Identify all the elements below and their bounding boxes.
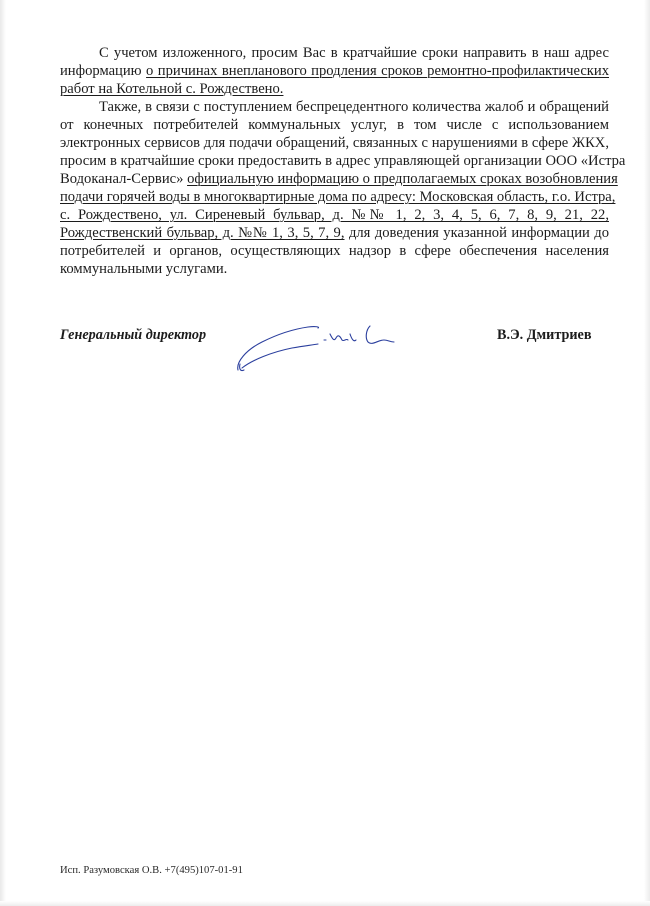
paragraph-line: Также, в связи с поступлением беспрецедентного количества жалоб и обращений xyxy=(99,99,609,115)
page-edge-bottom xyxy=(0,901,650,906)
underlined-text: официальную информацию о предполагаемых сроках возобновления xyxy=(187,171,618,187)
signatory-name: В.Э. Дмитриев xyxy=(497,327,592,343)
paragraph-line xyxy=(60,62,609,80)
executor-contact: Исп. Разумовская О.В. +7(495)107-01-91 xyxy=(60,865,243,876)
underlined-text: Рождественский бульвар, д. №№ 1, 3, 5, 7, 9, xyxy=(60,225,345,241)
page-edge-left xyxy=(0,0,6,906)
handwritten-signature-image xyxy=(232,318,402,380)
text-segment: Водоканал-Сервис» xyxy=(60,171,184,187)
signatory-title: Генеральный директор xyxy=(60,327,207,343)
paragraph-line: потребителей и органов, осуществляющих надзор в сфере обеспечения населения xyxy=(60,243,609,259)
page-edge-right xyxy=(644,0,650,906)
paragraph-line: с. Рождествено, ул. Сиреневый бульвар, д. №№ 1, 2, 3, 4, 5, 6, 7, 8, 9, 21, 22, xyxy=(60,207,609,223)
paragraph-line: подачи горячей воды в многоквартирные дома по адресу: Московская область, г.о. Истра, xyxy=(60,189,616,205)
paragraph-line: от конечных потребителей коммунальных услуг, в том числе с использованием xyxy=(60,117,609,133)
paragraph-line: просим в кратчайшие сроки предоставить в адрес управляющей организации ООО «Истра xyxy=(60,153,626,169)
paragraph-line xyxy=(60,170,618,188)
paragraph-line: С учетом изложенного, просим Вас в кратчайшие сроки направить в наш адрес xyxy=(99,45,609,61)
paragraph-line: электронных сервисов для подачи обращений, связанных с нарушениями в сфере ЖКХ, xyxy=(60,135,609,151)
paragraph-request-information xyxy=(60,44,609,98)
underlined-text: о причинах внепланового продления сроков ремонтно-профилактических xyxy=(146,63,609,79)
paragraph-line: коммунальными услугами. xyxy=(60,261,228,277)
paragraph-line xyxy=(60,224,609,242)
text-segment: для доведения указанной информации до xyxy=(348,225,610,241)
paragraph-hot-water-request xyxy=(60,98,626,278)
underlined-text: работ на Котельной с. Рождествено. xyxy=(60,81,284,97)
paragraph-line xyxy=(60,80,609,98)
text-segment: информацию xyxy=(60,63,142,79)
